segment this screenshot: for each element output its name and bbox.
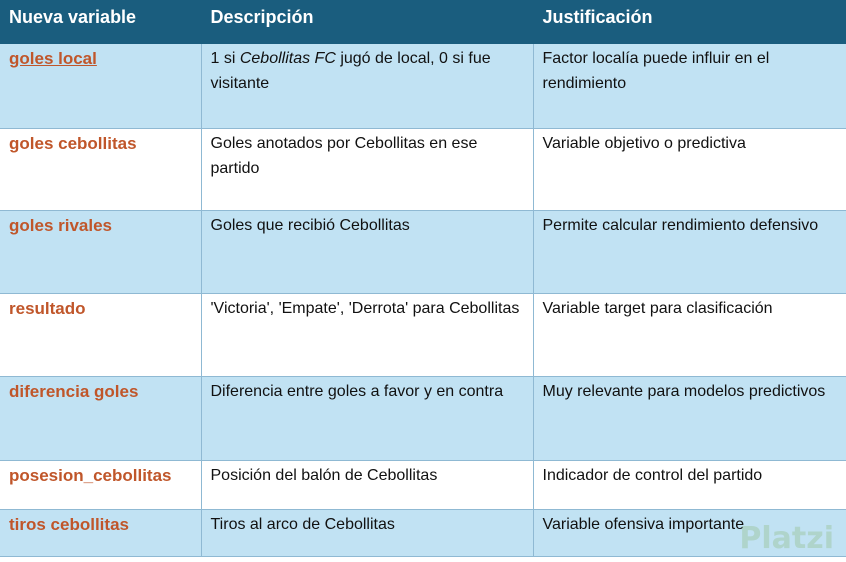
platzi-watermark: Platzi	[739, 521, 834, 556]
variable-justification: Variable ofensiva importante	[533, 509, 846, 556]
table-row	[0, 460, 846, 509]
table-row	[0, 210, 846, 293]
variable-name: diferencia goles	[0, 376, 201, 460]
variable-description: Goles anotados por Cebollitas en ese partido	[201, 128, 533, 210]
table-row	[0, 293, 846, 376]
header-nueva-variable: Nueva variable	[0, 0, 201, 44]
header-row	[0, 0, 846, 44]
table-row	[0, 376, 846, 460]
header-justificacion: Justificación	[533, 0, 846, 44]
header-descripcion: Descripción	[201, 0, 533, 44]
variable-name: tiros cebollitas	[0, 509, 201, 556]
variable-justification: Variable target para clasificación	[533, 293, 846, 376]
table-row	[0, 128, 846, 210]
variable-name: resultado	[0, 293, 201, 376]
variable-description: Goles que recibió Cebollitas	[201, 210, 533, 293]
variable-justification: Indicador de control del partido	[533, 460, 846, 509]
variable-description: 1 si Cebollitas FC jugó de local, 0 si fue visitante	[201, 44, 533, 128]
variable-name: goles cebollitas	[0, 128, 201, 210]
table-row	[0, 509, 846, 556]
variable-name[interactable]: goles local	[0, 44, 201, 128]
table-row	[0, 44, 846, 128]
variable-description: Tiros al arco de Cebollitas	[201, 509, 533, 556]
variable-justification: Factor localía puede influir en el rendimiento	[533, 44, 846, 128]
variable-description: Diferencia entre goles a favor y en contra	[201, 376, 533, 460]
variable-description: Posición del balón de Cebollitas	[201, 460, 533, 509]
variable-name: goles rivales	[0, 210, 201, 293]
variable-justification: Permite calcular rendimiento defensivo	[533, 210, 846, 293]
variable-justification: Muy relevante para modelos predictivos	[533, 376, 846, 460]
variable-name: posesion_cebollitas	[0, 460, 201, 509]
variable-justification: Variable objetivo o predictiva	[533, 128, 846, 210]
variable-description: 'Victoria', 'Empate', 'Derrota' para Cebollitas	[201, 293, 533, 376]
